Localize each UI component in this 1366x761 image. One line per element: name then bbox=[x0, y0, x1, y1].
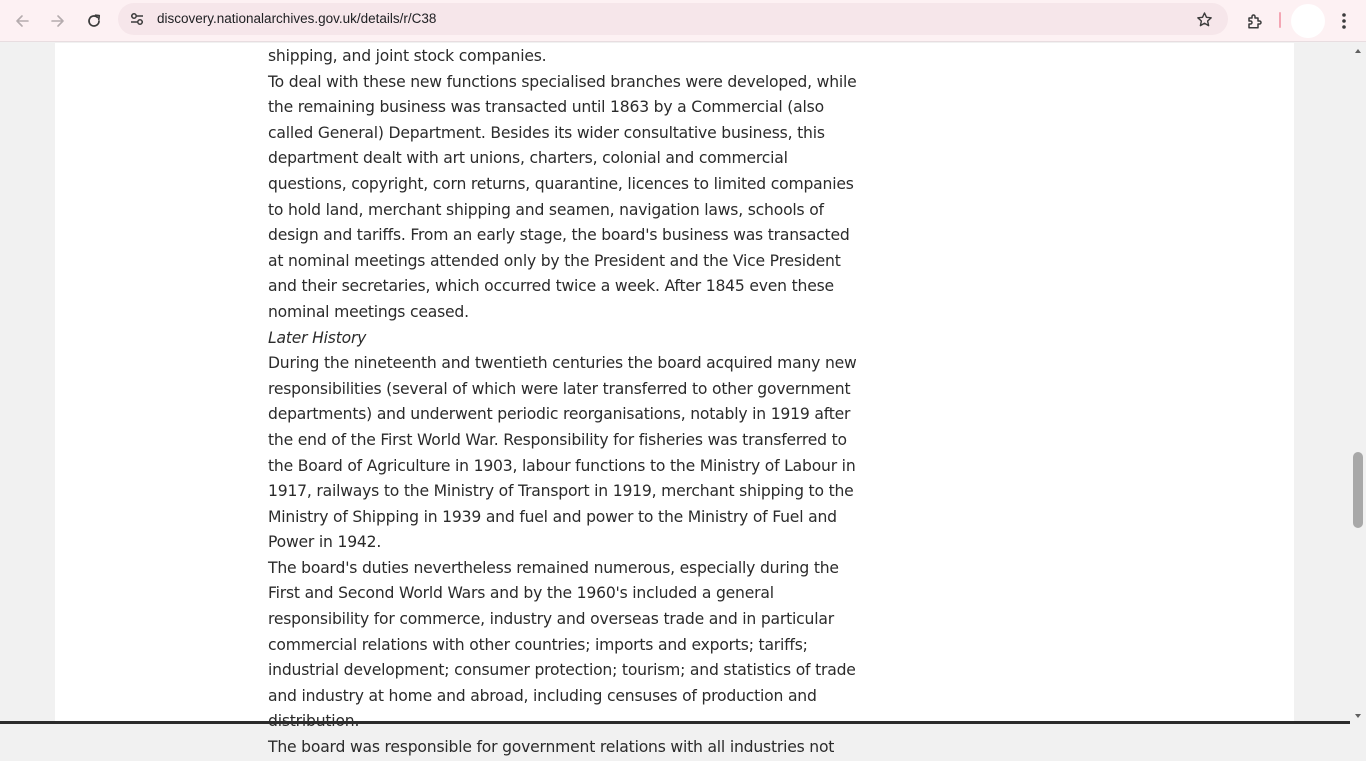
profile-avatar[interactable] bbox=[1291, 4, 1325, 38]
forward-button[interactable] bbox=[45, 8, 71, 34]
scrollbar-thumb[interactable] bbox=[1353, 452, 1363, 528]
browser-toolbar bbox=[0, 0, 1366, 42]
reload-button[interactable] bbox=[81, 8, 107, 34]
paragraph: To deal with these new functions specialised branches were developed, while the remaining business was transacted until 1863 by a Commercial (also called General) Department. Besides its wider consultative business, this department dealt with art unions, charters, colonial and commercial questions, copyright, corn returns, quarantine, licences to limited companies to hold land, merchant shipping and seamen, navigation laws, schools of design and tariffs. From an early stage, the board's business was transacted at nominal meetings attended only by the President and the Vice President and their secretaries, which occurred twice a week. After 1845 even these nominal meetings ceased. bbox=[268, 72, 857, 321]
puzzle-piece-icon bbox=[1246, 12, 1264, 30]
star-outline-icon bbox=[1196, 11, 1213, 28]
page-content bbox=[55, 43, 1294, 757]
arrow-right-icon bbox=[50, 13, 66, 29]
scroll-down-arrow-icon[interactable] bbox=[1354, 712, 1362, 720]
address-bar[interactable] bbox=[118, 3, 1228, 35]
reload-icon bbox=[86, 13, 102, 29]
administrative-history-text bbox=[268, 44, 864, 761]
vertical-scrollbar[interactable] bbox=[1350, 43, 1366, 724]
bookmark-button[interactable] bbox=[1194, 9, 1214, 29]
back-button[interactable] bbox=[9, 8, 35, 34]
scroll-up-arrow-icon[interactable] bbox=[1354, 47, 1362, 55]
paragraph-partial: The board was responsible for government relations with all industries not bbox=[268, 738, 835, 757]
tune-sliders-icon bbox=[129, 11, 145, 27]
paragraph-line: shipping, and joint stock companies. bbox=[268, 47, 547, 65]
toolbar-separator bbox=[1279, 12, 1281, 28]
three-dots-vertical-icon bbox=[1341, 12, 1347, 30]
section-heading-later-history: Later History bbox=[268, 328, 367, 347]
url-text[interactable]: discovery.nationalarchives.gov.uk/details/r/C38 bbox=[157, 11, 437, 26]
paragraph: During the nineteenth and twentieth centuries the board acquired many new responsibilities (several of which were later transferred to other government departments) and underwent periodic reorganisations, notably in 1919 after the end of the First World War. Responsibility for fisheries was transferred to the Board of Agriculture in 1903, labour functions to the Ministry of Labour in 1917, railways to the Ministry of Transport in 1919, merchant shipping to the Ministry of Shipping in 1939 and fuel and power to the Ministry of Fuel and Power in 1942. bbox=[268, 354, 857, 552]
paragraph: The board's duties nevertheless remained numerous, especially during the First and Second World Wars and by the 1960's included a general responsibility for commerce, industry and overseas trade and in particular commercial relations with other countries; imports and exports; tariffs; industrial development; consumer protection; tourism; and statistics of trade and industry at home and abroad, including censuses of production and bbox=[268, 558, 856, 705]
arrow-left-icon bbox=[14, 13, 30, 29]
browser-menu-button[interactable] bbox=[1332, 8, 1356, 34]
site-info-button[interactable] bbox=[128, 10, 146, 28]
page-viewport bbox=[0, 43, 1350, 757]
bottom-edge-line bbox=[0, 721, 1350, 724]
extensions-button[interactable] bbox=[1242, 8, 1268, 34]
